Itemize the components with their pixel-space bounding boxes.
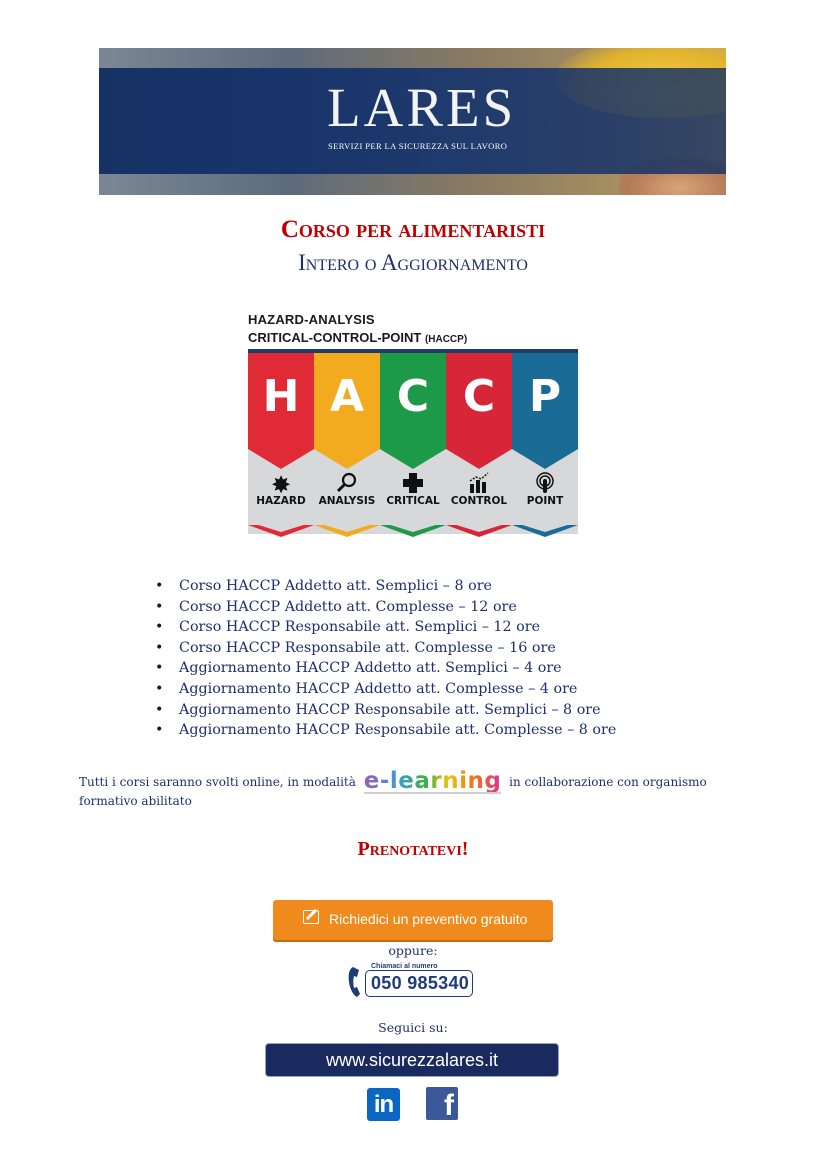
website-link[interactable]: www.sicurezzalares.it bbox=[265, 1043, 559, 1077]
phone-icon bbox=[347, 965, 369, 1006]
haccp-chevron bbox=[380, 449, 446, 469]
linkedin-icon[interactable]: in bbox=[367, 1088, 400, 1121]
haccp-column-c2 bbox=[446, 353, 512, 537]
list-item: • Corso HACCP Responsabile att. Semplici – 12 ore bbox=[179, 617, 616, 638]
or-text: oppure: bbox=[388, 943, 438, 958]
haccp-label: CONTROL bbox=[450, 495, 508, 507]
course-title: Corso per alimentaristi bbox=[280, 216, 546, 243]
haccp-underline-cut bbox=[252, 523, 310, 532]
lares-logo: LARES bbox=[327, 77, 517, 138]
haccp-column-h bbox=[248, 353, 314, 537]
haccp-label: HAZARD bbox=[256, 495, 306, 507]
haccp-chevron bbox=[314, 449, 380, 469]
online-text-after: in collaborazione con organismo formativo abilitato bbox=[79, 775, 707, 808]
haccp-letter: P bbox=[528, 371, 562, 422]
elearning-badge: e-learning bbox=[363, 768, 502, 794]
haccp-chevron bbox=[248, 449, 314, 469]
follow-us-text: Seguici su: bbox=[378, 1020, 448, 1035]
burst-icon: ✸ bbox=[270, 471, 292, 499]
haccp-column-p bbox=[512, 353, 578, 537]
haccp-letter: C bbox=[462, 371, 496, 422]
haccp-underline-cut bbox=[450, 523, 508, 532]
phone-number: 050 985340 bbox=[371, 973, 470, 993]
haccp-heading-line2-main: CRITICAL-CONTROL-POINT bbox=[248, 330, 422, 345]
list-item: • Aggiornamento HACCP Responsabile att. Complesse – 8 ore bbox=[179, 720, 616, 741]
course-list bbox=[152, 576, 616, 741]
haccp-letter: A bbox=[329, 371, 365, 422]
request-quote-label: Richiedici un preventivo gratuito bbox=[329, 911, 528, 927]
haccp-underline-cut bbox=[384, 523, 442, 532]
list-item: • Corso HACCP Responsabile att. Complesse – 16 ore bbox=[179, 638, 616, 659]
phone-caption: Chiamaci al numero bbox=[371, 963, 438, 970]
header-banner bbox=[99, 48, 726, 195]
haccp-column-a bbox=[314, 353, 380, 537]
edit-icon bbox=[303, 910, 319, 924]
haccp-heading-line2 bbox=[248, 330, 467, 345]
haccp-label: POINT bbox=[526, 495, 564, 507]
haccp-letter: C bbox=[396, 371, 430, 422]
facebook-icon[interactable]: f bbox=[426, 1087, 458, 1120]
online-notice bbox=[79, 770, 759, 809]
haccp-chevron bbox=[446, 449, 512, 469]
list-item: • Corso HACCP Addetto att. Semplici – 8 ore bbox=[179, 576, 616, 597]
haccp-heading-abbrev: (HACCP) bbox=[424, 334, 468, 345]
list-item: • Aggiornamento HACCP Addetto att. Complesse – 4 ore bbox=[179, 679, 616, 700]
haccp-column-c1 bbox=[380, 353, 446, 537]
haccp-graphic bbox=[248, 312, 578, 544]
haccp-underline-cut bbox=[318, 523, 376, 532]
haccp-underline-cut bbox=[516, 523, 574, 532]
haccp-label: CRITICAL bbox=[386, 495, 440, 507]
booking-heading: Prenotatevi! bbox=[357, 838, 469, 860]
online-text-before: Tutti i corsi saranno svolti online, in modalità bbox=[79, 775, 356, 789]
haccp-heading-line1: HAZARD-ANALYSIS bbox=[248, 312, 375, 327]
haccp-chevron bbox=[512, 449, 578, 469]
haccp-label: ANALYSIS bbox=[318, 495, 376, 507]
list-item: • Aggiornamento HACCP Responsabile att. Semplici – 8 ore bbox=[179, 700, 616, 721]
phone-button[interactable] bbox=[347, 962, 475, 1000]
course-subtitle: Intero o Aggiornamento bbox=[298, 250, 528, 275]
list-item: • Corso HACCP Addetto att. Complesse – 12 ore bbox=[179, 597, 616, 618]
lares-tagline: SERVIZI PER LA SICUREZZA SUL LAVORO bbox=[328, 141, 508, 151]
request-quote-button[interactable] bbox=[273, 900, 553, 940]
list-item: • Aggiornamento HACCP Addetto att. Semplici – 4 ore bbox=[179, 658, 616, 679]
haccp-letter: H bbox=[262, 371, 300, 422]
